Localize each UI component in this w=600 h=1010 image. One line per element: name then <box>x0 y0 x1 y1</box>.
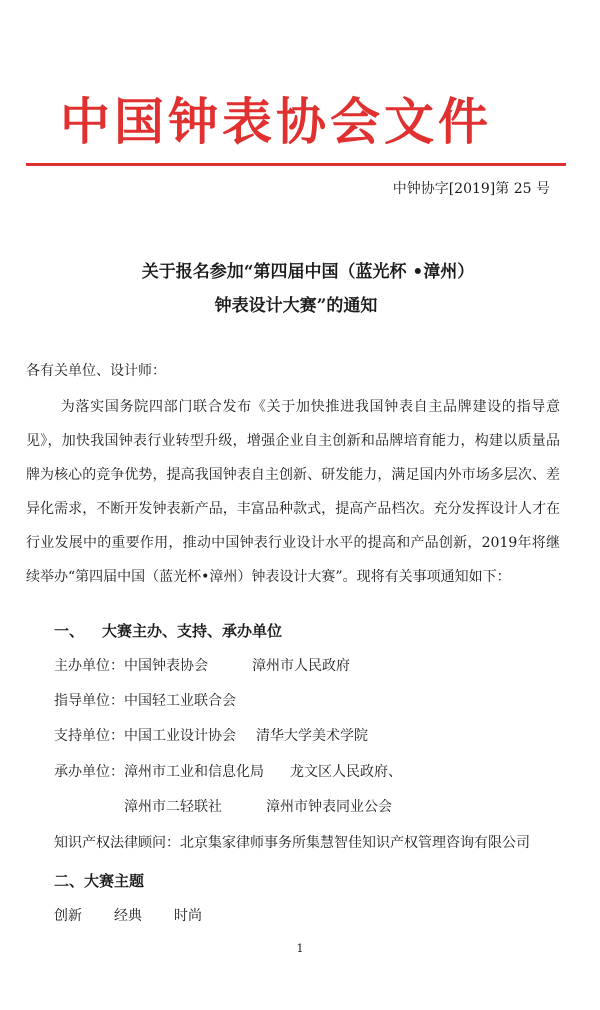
notice-title-line-1: 关于报名参加“第四届中国（蓝光杯 •漳州） <box>141 262 475 282</box>
organizer-1: 漳州市工业和信息化局 <box>124 764 264 780</box>
organizer-3: 漳州市二轻联社 <box>124 799 222 815</box>
body-paragraph-text: 为落实国务院四部门联合发布《关于加快推进我国钟表自主品牌建设的指导意见》，加快我国钟表行业转型升级，增强企业自主创新和品牌培育能力，构建以质量品牌为核心的竞争优势，提高我国钟表自主创新、研发能力，满足国内外市场多层次、差异化需求，不断开发钟表新产品，丰富品种款式，提高产品档次。充分发挥设计人才在行业发展中的重要作用，推动中国钟表行业设计水平的提高和产品创新，2019年将继续举办“第四届中国（蓝光杯•漳州）钟表设计大赛”。现将有关事项通知如下： <box>26 399 560 585</box>
theme-row <box>54 905 202 925</box>
organizer-label: 承办单位： <box>54 764 124 780</box>
support-label: 支持单位： <box>54 728 124 744</box>
body-paragraph <box>26 390 560 594</box>
organizer-4: 漳州市钟表同业公会 <box>266 799 392 815</box>
host-2: 漳州市人民政府 <box>252 658 350 674</box>
header-red-rule <box>26 163 566 166</box>
host-row <box>54 655 350 675</box>
guide-1: 中国轻工业联合会 <box>124 693 236 709</box>
theme-3: 时尚 <box>174 908 202 924</box>
salutation: 各有关单位、设计师： <box>26 363 166 379</box>
organizer-2: 龙文区人民政府、 <box>290 764 402 780</box>
support-2: 清华大学美术学院 <box>256 728 368 744</box>
host-label: 主办单位： <box>54 658 124 674</box>
support-row <box>54 725 368 745</box>
page-number: 1 <box>296 942 304 955</box>
header-title: 中国钟表协会文件 <box>60 93 492 151</box>
section-1-number: 一、 <box>54 622 85 640</box>
ip-row <box>54 832 530 852</box>
organizer-row <box>54 761 402 781</box>
ip-label: 知识产权法律顾问： <box>54 835 180 851</box>
guide-label: 指导单位： <box>54 693 124 709</box>
theme-2: 经典 <box>114 908 142 924</box>
notice-title-line-2: 钟表设计大赛”的通知 <box>214 296 378 316</box>
theme-1: 创新 <box>54 908 82 924</box>
section-1-title: 大赛主办、支持、承办单位 <box>102 622 283 640</box>
organizer-row-2 <box>124 796 392 816</box>
section-1-heading <box>54 620 282 641</box>
support-1: 中国工业设计协会 <box>124 728 236 744</box>
document-number: 中钟协字[2019]第 25 号 <box>392 181 550 197</box>
guide-row <box>54 690 236 710</box>
ip-1: 北京集家律师事务所集慧智佳知识产权管理咨询有限公司 <box>180 835 530 851</box>
host-1: 中国钟表协会 <box>124 658 208 674</box>
section-2-heading: 二、大赛主题 <box>54 872 145 890</box>
